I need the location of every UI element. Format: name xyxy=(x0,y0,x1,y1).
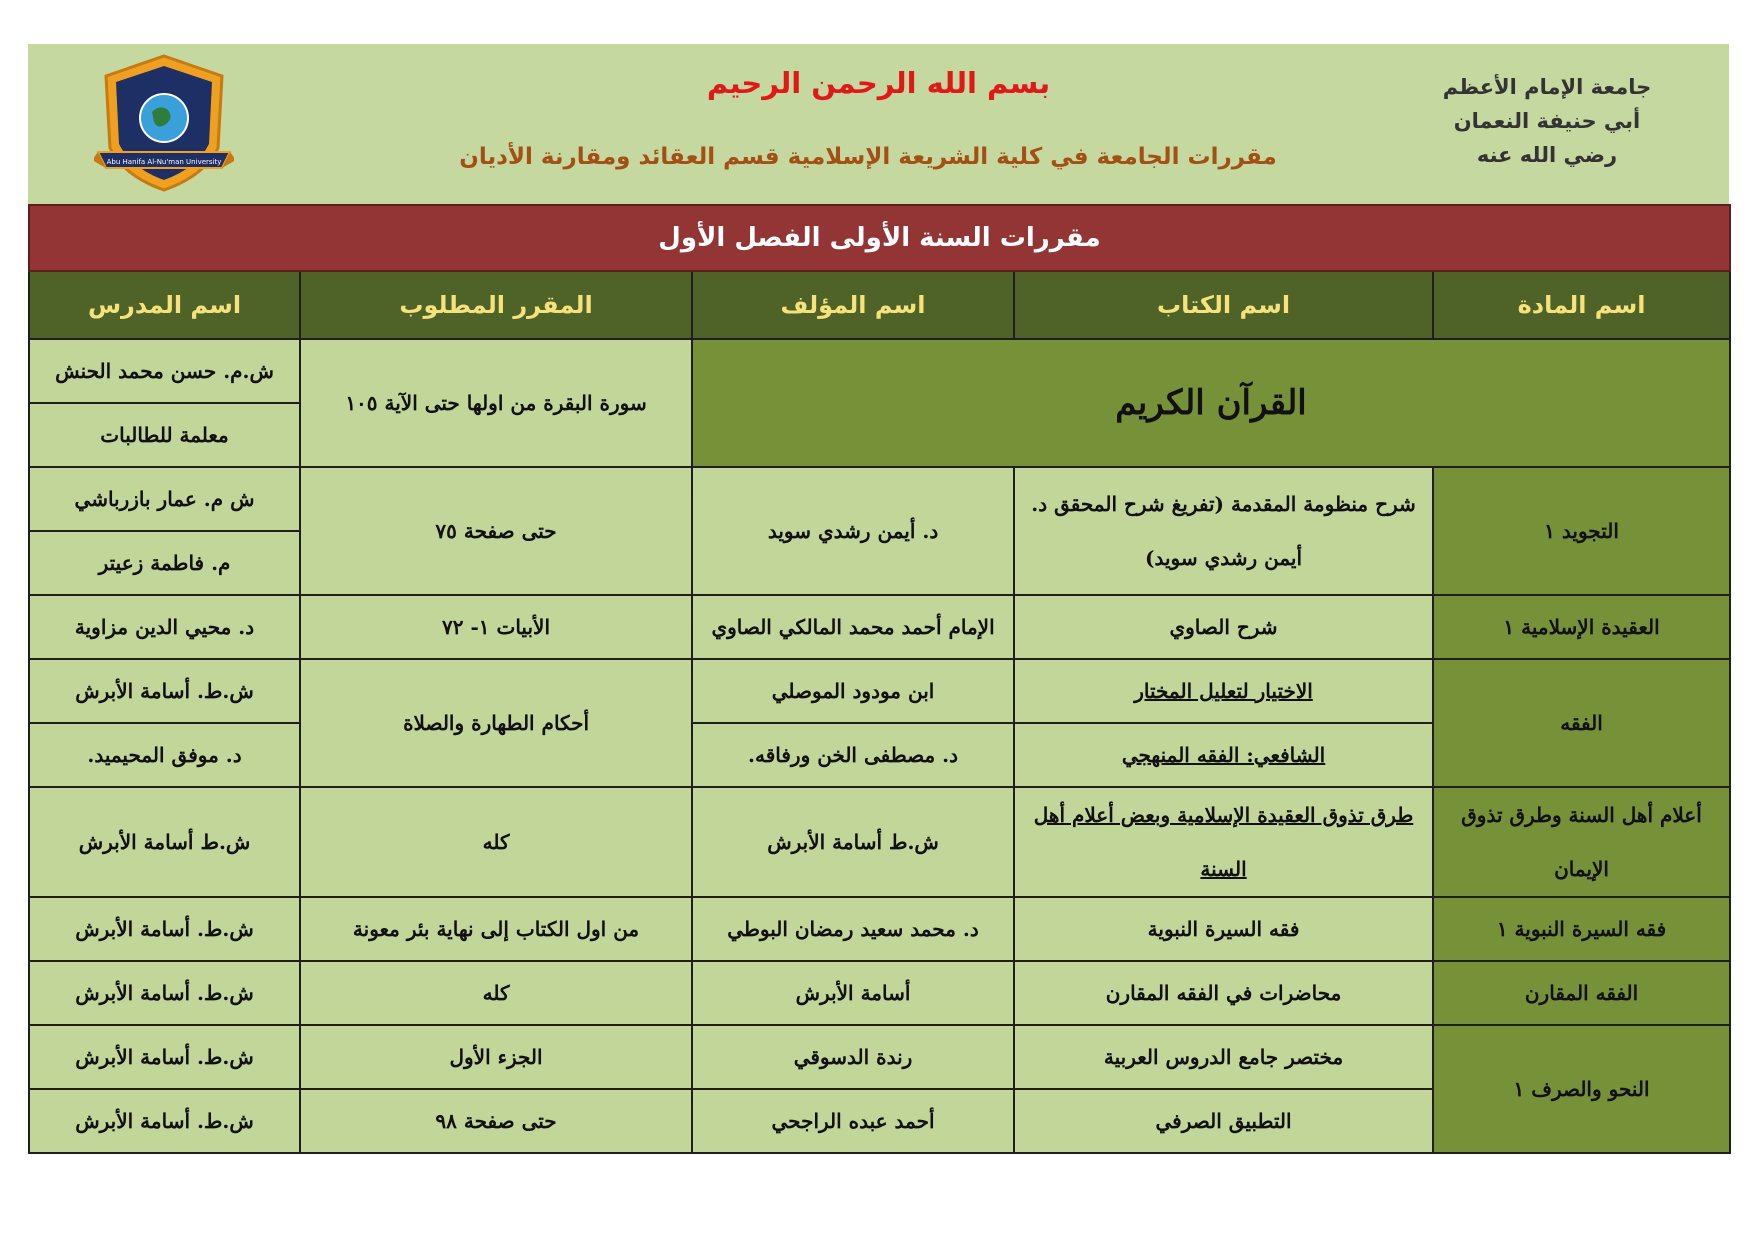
subject-cell: فقه السيرة النبوية ١ xyxy=(1433,897,1730,961)
col-teacher: اسم المدرس xyxy=(29,271,300,339)
required-cell: كله xyxy=(300,787,692,897)
book-cell: شرح منظومة المقدمة (تفريغ شرح المحقق د. أيمن رشدي سويد) xyxy=(1014,467,1433,595)
col-author: اسم المؤلف xyxy=(692,271,1014,339)
book-cell: التطبيق الصرفي xyxy=(1014,1089,1433,1153)
author-cell: ش.ط أسامة الأبرش xyxy=(692,787,1014,897)
teacher-cell: ش.ط. أسامة الأبرش xyxy=(29,1025,300,1089)
author-cell: أسامة الأبرش xyxy=(692,961,1014,1025)
table-row xyxy=(29,961,1730,1025)
col-subject: اسم المادة xyxy=(1433,271,1730,339)
author-cell: د. أيمن رشدي سويد xyxy=(692,467,1014,595)
subject-cell: العقيدة الإسلامية ١ xyxy=(1433,595,1730,659)
table-title: مقررات السنة الأولى الفصل الأول xyxy=(29,205,1730,271)
teacher-cell: د. محيي الدين مزاوية xyxy=(29,595,300,659)
quran-cell: القرآن الكريم xyxy=(692,339,1730,467)
table-row xyxy=(29,897,1730,961)
table-row xyxy=(29,659,1730,723)
author-cell: أحمد عبده الراجحي xyxy=(692,1089,1014,1153)
teacher-cell: د. موفق المحيميد. xyxy=(29,723,300,787)
book-link-text: الشافعي: الفقه المنهجي xyxy=(1121,743,1326,767)
teacher-cell: ش.ط. أسامة الأبرش xyxy=(29,897,300,961)
teacher-cell: معلمة للطالبات xyxy=(29,403,300,467)
teacher-cell: ش.م. حسن محمد الحنش xyxy=(29,339,300,403)
book-cell: محاضرات في الفقه المقارن xyxy=(1014,961,1433,1025)
table-row xyxy=(29,1025,1730,1089)
author-cell: ابن مودود الموصلي xyxy=(692,659,1014,723)
teacher-cell: م. فاطمة زعيتر xyxy=(29,531,300,595)
author-cell: د. محمد سعيد رمضان البوطي xyxy=(692,897,1014,961)
book-cell xyxy=(1014,723,1433,787)
col-required: المقرر المطلوب xyxy=(300,271,692,339)
book-cell: فقه السيرة النبوية xyxy=(1014,897,1433,961)
subject-cell: الفقه xyxy=(1433,659,1730,787)
required-cell: حتى صفحة ٩٨ xyxy=(300,1089,692,1153)
required-cell: الجزء الأول xyxy=(300,1025,692,1089)
table-row xyxy=(29,339,1730,403)
university-line-3: رضي الله عنه xyxy=(1476,143,1618,167)
teacher-cell: ش م. عمار بازرباشي xyxy=(29,467,300,531)
page-subtitle: مقررات الجامعة في كلية الشريعة الإسلامية قسم العقائد ومقارنة الأديان xyxy=(459,144,1277,170)
book-cell xyxy=(1014,787,1433,897)
university-line-2: أبي حنيفة النعمان xyxy=(1453,109,1641,133)
book-cell: شرح الصاوي xyxy=(1014,595,1433,659)
teacher-cell: ش.ط. أسامة الأبرش xyxy=(29,961,300,1025)
table-row xyxy=(29,595,1730,659)
university-line-1: جامعة الإمام الأعظم xyxy=(1442,75,1652,99)
author-cell: د. مصطفى الخن ورفاقه. xyxy=(692,723,1014,787)
book-cell xyxy=(1014,659,1433,723)
page-header xyxy=(28,44,1729,204)
subject-cell: أعلام أهل السنة وطرق تذوق الإيمان xyxy=(1433,787,1730,897)
table-row xyxy=(29,787,1730,897)
basmala: بسم الله الرحمن الرحيم xyxy=(706,66,1051,100)
book-cell: مختصر جامع الدروس العربية xyxy=(1014,1025,1433,1089)
required-cell: الأبيات ١- ٧٢ xyxy=(300,595,692,659)
table-row xyxy=(29,467,1730,531)
book-link-text: الاختيار لتعليل المختار xyxy=(1134,679,1313,703)
book-link-text: طرق تذوق العقيدة الإسلامية وبعض أعلام أهل السنة xyxy=(1033,803,1414,881)
subject-cell: الفقه المقارن xyxy=(1433,961,1730,1025)
document-sheet xyxy=(28,44,1729,1154)
required-cell: كله xyxy=(300,961,692,1025)
author-cell: رندة الدسوقي xyxy=(692,1025,1014,1089)
teacher-cell: ش.ط. أسامة الأبرش xyxy=(29,1089,300,1153)
subject-cell: التجويد ١ xyxy=(1433,467,1730,595)
required-cell: أحكام الطهارة والصلاة xyxy=(300,659,692,787)
logo-text: Abu Hanifa Al-Nu'man University xyxy=(106,158,222,166)
teacher-cell: ش.ط أسامة الأبرش xyxy=(29,787,300,897)
author-cell: الإمام أحمد محمد المالكي الصاوي xyxy=(692,595,1014,659)
subject-cell: النحو والصرف ١ xyxy=(1433,1025,1730,1153)
university-logo xyxy=(94,52,234,196)
required-cell: سورة البقرة من اولها حتى الآية ١٠٥ xyxy=(300,339,692,467)
required-cell: حتى صفحة ٧٥ xyxy=(300,467,692,595)
teacher-cell: ش.ط. أسامة الأبرش xyxy=(29,659,300,723)
curriculum-table xyxy=(28,204,1731,1154)
required-cell: من اول الكتاب إلى نهاية بئر معونة xyxy=(300,897,692,961)
col-book: اسم الكتاب xyxy=(1014,271,1433,339)
